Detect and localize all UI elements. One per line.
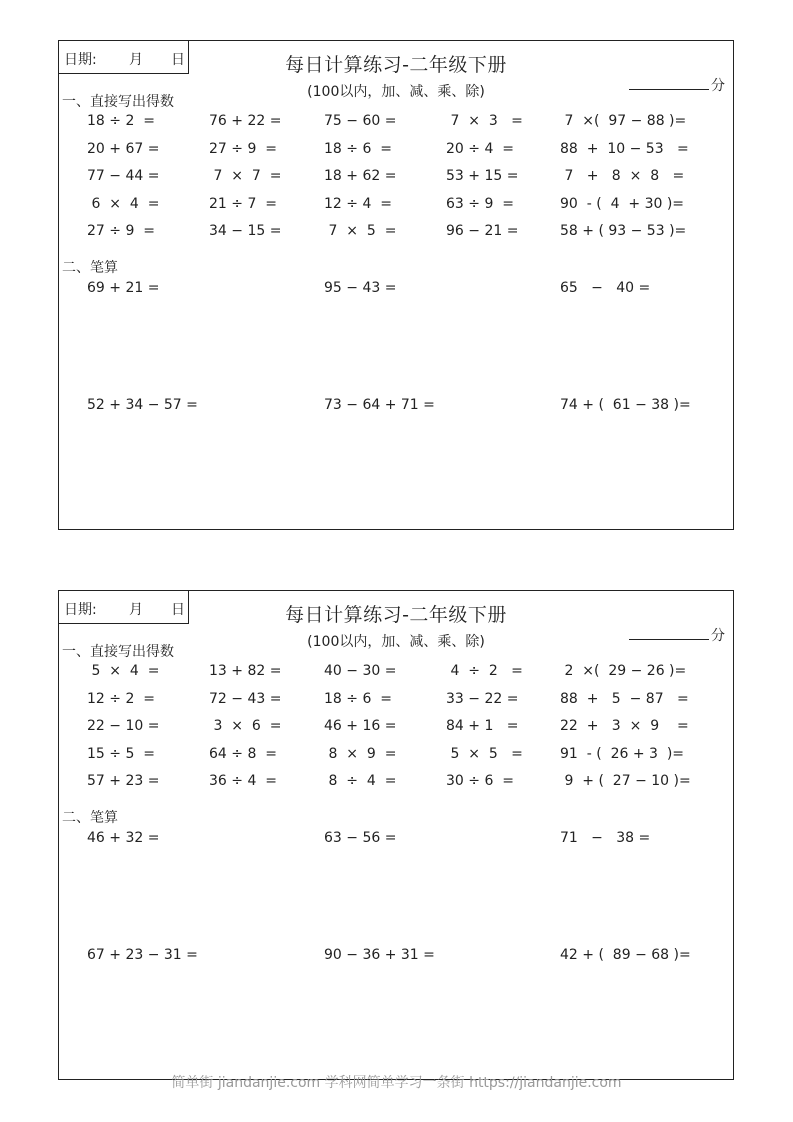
written-problem: 65 − 40 = [560,280,651,296]
date-label: 日期: [64,52,97,68]
month-label: 月 [129,602,143,618]
section-oral-heading: 一、直接写出得数 [62,94,174,110]
problem: 18 ÷ 6 = [324,690,392,707]
written-problem: 63 − 56 = [324,830,397,846]
problem: 7 × 3 = [446,113,523,129]
problem: 63 ÷ 9 = [446,195,514,212]
written-problem: 73 − 64 + 71 = [324,397,435,413]
written-problem: 71 − 38 = [560,830,651,846]
problem: 64 ÷ 8 = [209,745,277,762]
problem: 20 + 67 = [87,140,160,157]
problem: 88 + 10 − 53 = [560,140,689,157]
written-problem: 46 + 32 = [87,830,160,846]
problem: 91 - ( 26 + 3 )= [560,745,685,762]
problem: 12 ÷ 2 = [87,690,155,707]
section-oral-heading: 一、直接写出得数 [62,644,174,660]
problem: 7 × 7 = [209,168,282,185]
problem: 46 + 16 = [324,718,397,735]
problem: 7 + 8 × 8 = [560,168,685,185]
problem: 72 − 43 = [209,690,282,707]
problem: 4 ÷ 2 = [446,663,523,679]
problem: 53 + 15 = [446,168,519,185]
problem: 40 − 30 = [324,663,397,679]
problem: 9 + ( 27 − 10 )= [560,773,691,790]
problem: 8 ÷ 4 = [324,773,397,790]
problem: 8 × 9 = [324,745,397,762]
problem: 77 − 44 = [87,168,160,185]
problem: 58 + ( 93 − 53 )= [560,223,687,240]
oral-problem-grid [59,663,733,801]
section-written-heading: 二、笔算 [62,810,118,826]
problem: 5 × 4 = [87,663,160,679]
problem: 76 + 22 = [209,113,282,129]
score-field [629,625,725,645]
problem: 20 ÷ 4 = [446,140,514,157]
problem: 33 − 22 = [446,690,519,707]
problem-row [59,746,733,774]
problem: 6 × 4 = [87,195,160,212]
problem: 18 + 62 = [324,168,397,185]
worksheet-2 [58,590,734,1080]
problem: 13 + 82 = [209,663,282,679]
problem: 12 ÷ 4 = [324,195,392,212]
written-problem: 95 − 43 = [324,280,397,296]
score-label: 分 [711,78,725,94]
problem: 2 ×( 29 − 26 )= [560,663,687,679]
written-problem: 42 + ( 89 − 68 )= [560,947,691,963]
worksheet-subtitle: (100以内，加、减、乘、除) [307,634,485,650]
problem-row [59,141,733,169]
problem: 30 ÷ 6 = [446,773,514,790]
problem: 34 − 15 = [209,223,282,240]
worksheet-1 [58,40,734,530]
day-label: 日 [171,52,185,68]
problem: 7 ×( 97 − 88 )= [560,113,687,129]
day-label: 日 [171,602,185,618]
problem: 96 − 21 = [446,223,519,240]
problem: 18 ÷ 2 = [87,113,155,129]
problem: 27 ÷ 9 = [87,223,155,240]
worksheet-title: 每日计算练习-二年级下册 [285,604,507,626]
written-problem: 67 + 23 − 31 = [87,947,198,963]
problem: 22 − 10 = [87,718,160,735]
problem-row [59,718,733,746]
problem-row [59,196,733,224]
problem: 27 ÷ 9 = [209,140,277,157]
problem-row [59,663,733,691]
problem: 84 + 1 = [446,718,519,735]
problem-row [59,223,733,251]
problem-row [59,773,733,801]
problem: 21 ÷ 7 = [209,195,277,212]
score-blank-line [629,77,709,90]
problem-row [59,113,733,141]
written-problem: 74 + ( 61 − 38 )= [560,397,691,413]
problem-row [59,691,733,719]
written-problem: 69 + 21 = [87,280,160,296]
problem: 36 ÷ 4 = [209,773,277,790]
score-label: 分 [711,628,725,644]
oral-problem-grid [59,113,733,251]
month-label: 月 [129,52,143,68]
worksheet-subtitle: (100以内，加、减、乘、除) [307,84,485,100]
footer-watermark: 简单街 jiandanjie.com 学科网简单学习一条街 https://jiandanjie.com [171,1075,622,1091]
problem: 15 ÷ 5 = [87,745,155,762]
problem: 18 ÷ 6 = [324,140,392,157]
problem: 3 × 6 = [209,718,282,735]
problem: 57 + 23 = [87,773,160,790]
problem-row [59,168,733,196]
score-blank-line [629,627,709,640]
section-written-heading: 二、笔算 [62,260,118,276]
problem: 75 − 60 = [324,113,397,129]
date-label: 日期: [64,602,97,618]
problem: 88 + 5 − 87 = [560,690,689,707]
problem: 22 + 3 × 9 = [560,718,689,735]
problem: 5 × 5 = [446,745,523,762]
score-field [629,75,725,95]
problem: 90 - ( 4 + 30 )= [560,195,685,212]
written-problem: 90 − 36 + 31 = [324,947,435,963]
worksheet-title: 每日计算练习-二年级下册 [285,54,507,76]
problem: 7 × 5 = [324,223,397,240]
written-problem: 52 + 34 − 57 = [87,397,198,413]
